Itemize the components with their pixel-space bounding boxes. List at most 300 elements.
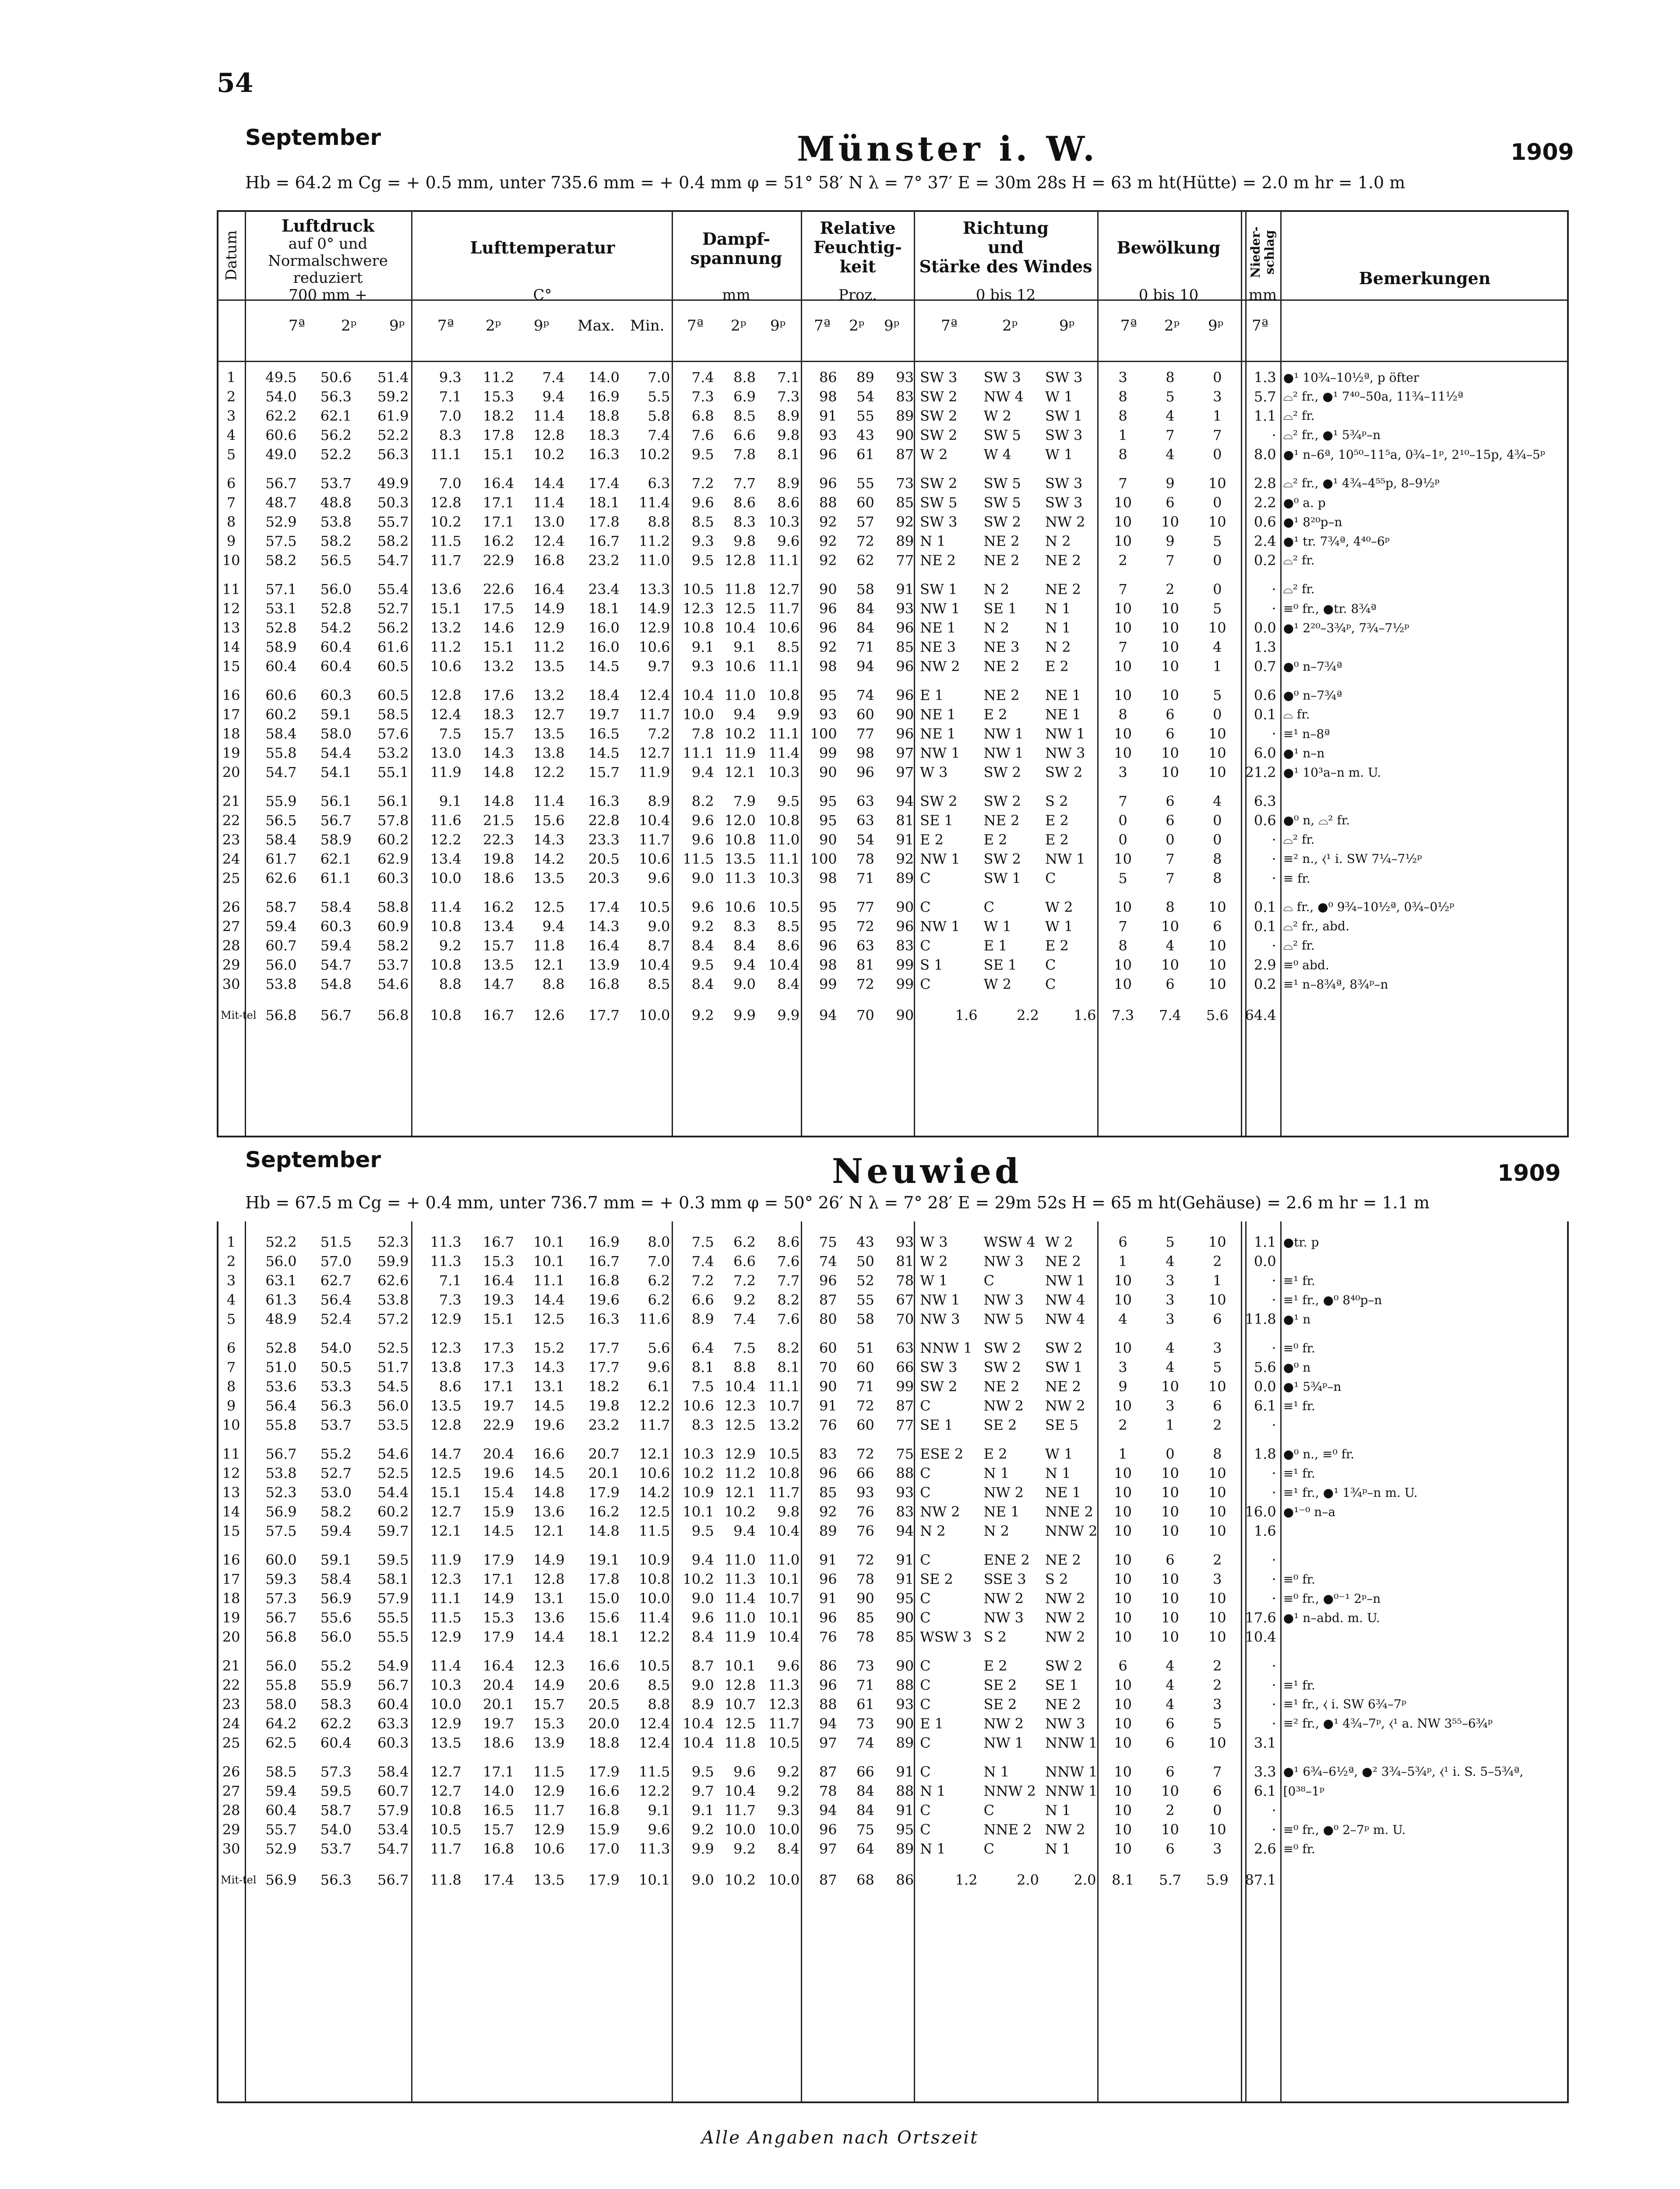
- table-cell: 57.8: [377, 812, 409, 829]
- table-cell: 11.5: [683, 851, 714, 867]
- table-row: [218, 618, 1564, 637]
- table-cell: 25: [222, 1735, 240, 1751]
- table-cell: 10.1: [683, 1503, 714, 1520]
- table-cell: ENE 2: [983, 1552, 1030, 1568]
- table-cell: 93: [856, 1484, 874, 1501]
- table-cell: NW 2: [1045, 1629, 1085, 1645]
- table-cell: 81: [896, 1253, 914, 1270]
- table-cell: NE 2: [920, 552, 956, 569]
- table-cell: 12.3: [724, 1397, 756, 1414]
- table-row: [218, 1252, 1564, 1271]
- table-cell: SE 1: [983, 957, 1017, 973]
- table-cell: 14.8: [483, 764, 514, 781]
- table-cell: 3: [1118, 1359, 1127, 1376]
- table-cell: 0: [1118, 831, 1127, 848]
- table-cell: 11.9: [430, 764, 461, 781]
- table-cell: 6: [1166, 1763, 1175, 1780]
- table-cell: SW 5: [920, 494, 958, 511]
- table-cell: C: [920, 870, 931, 887]
- table-cell: 10.6: [724, 899, 756, 915]
- table-cell: 10: [1114, 1272, 1132, 1289]
- table-cell: 96: [819, 1609, 837, 1626]
- table-cell: N 2: [920, 1523, 946, 1539]
- table-cell: 89: [896, 870, 914, 887]
- table-cell: 11.5: [639, 1523, 670, 1539]
- mean-cell: 11.8: [430, 1872, 461, 1888]
- mean-cell: 2.2: [1017, 1007, 1039, 1024]
- table-cell: 10.8: [768, 812, 800, 829]
- table-cell: NE 2: [983, 1378, 1020, 1395]
- table-cell: C: [983, 1841, 995, 1857]
- table-cell: 0: [1118, 812, 1127, 829]
- table-cell: 54.7: [377, 552, 409, 569]
- table-cell: 9.3: [691, 658, 714, 675]
- table-cell: 12.1: [724, 764, 756, 781]
- table-cell: ·: [1271, 1571, 1276, 1587]
- table-cell: 12.5: [724, 1715, 756, 1732]
- table-cell: 10: [1161, 918, 1179, 935]
- table-cell: 10.2: [683, 1465, 714, 1482]
- table-cell: 55: [856, 1292, 874, 1308]
- table-cell: 56.8: [265, 1629, 297, 1645]
- table-cell: 14.0: [588, 369, 620, 386]
- header-feucht-unit: Proz.: [838, 286, 877, 304]
- table-cell: 8.3: [691, 1417, 714, 1433]
- table-cell: 9.2: [777, 1783, 800, 1799]
- table-row: [218, 1801, 1564, 1820]
- table-cell: E 1: [920, 1715, 944, 1732]
- table-cell: 13.3: [639, 581, 670, 598]
- table-cell: 58.2: [377, 533, 409, 549]
- table-cell: 10.4: [683, 1715, 714, 1732]
- table-cell: 12.7: [533, 706, 565, 723]
- table-cell: 7.3: [691, 388, 714, 405]
- table-cell: 9.4: [691, 764, 714, 781]
- table-cell: NW 1: [1045, 1272, 1085, 1289]
- table-cell: N 2: [1045, 639, 1071, 655]
- table-cell: 58.0: [320, 725, 352, 742]
- table-cell: 12.2: [430, 831, 461, 848]
- table-cell: ≡¹ n–8¾ª, 8¾ᵖ–n: [1283, 977, 1388, 992]
- table-cell: 2.4: [1254, 533, 1276, 549]
- table-cell: 15.7: [483, 1821, 514, 1838]
- table-cell: 9.6: [648, 870, 670, 887]
- table-cell: 2: [1118, 552, 1127, 569]
- table-cell: 1: [1213, 1272, 1222, 1289]
- table-cell: 16.2: [588, 1503, 620, 1520]
- table-cell: 59.4: [265, 1783, 297, 1799]
- table-cell: 10: [1161, 514, 1179, 530]
- table-cell: NW 2: [983, 1590, 1024, 1607]
- table-cell: 22: [222, 1677, 240, 1693]
- table-cell: 55.6: [320, 1609, 352, 1626]
- mean-cell: 5.6: [1206, 1007, 1229, 1024]
- table-cell: 8.3: [733, 514, 756, 530]
- mean-cell: 87.1: [1245, 1872, 1276, 1888]
- table-cell: 20: [222, 1629, 240, 1645]
- table-cell: 15.0: [588, 1590, 620, 1607]
- table-cell: 17.3: [483, 1340, 514, 1356]
- table-cell: 9.3: [777, 1802, 800, 1819]
- table-cell: ≡¹ fr., ●⁰ 8⁴⁰p–n: [1283, 1292, 1382, 1307]
- table-cell: 6.2: [648, 1272, 670, 1289]
- table-cell: NW 2: [983, 1715, 1024, 1732]
- table-cell: 17.8: [588, 514, 620, 530]
- table-cell: 54.0: [265, 388, 297, 405]
- table-cell: 55.7: [377, 514, 409, 530]
- table-cell: 54.1: [320, 764, 352, 781]
- table-cell: 20.4: [483, 1677, 514, 1693]
- table-cell: 9.0: [691, 1677, 714, 1693]
- table-cell: ·: [1271, 1272, 1276, 1289]
- table-cell: E 2: [983, 706, 1007, 723]
- table-cell: 8.9: [691, 1311, 714, 1327]
- table-cell: 11.7: [533, 1802, 565, 1819]
- table-cell: NW 1: [983, 745, 1024, 761]
- table-cell: 56.0: [265, 1253, 297, 1270]
- table-cell: 7.6: [691, 427, 714, 443]
- table-cell: 54.4: [377, 1484, 409, 1501]
- table-cell: 17.9: [483, 1629, 514, 1645]
- table-cell: 15.1: [430, 600, 461, 617]
- table-cell: 10.2: [724, 725, 756, 742]
- table-cell: NW 2: [1045, 514, 1085, 530]
- table-cell: 16.2: [483, 899, 514, 915]
- table-cell: 10.8: [639, 1571, 670, 1587]
- table-cell: 96: [819, 619, 837, 636]
- table-cell: 7.6: [777, 1311, 800, 1327]
- page-number: 54: [217, 68, 254, 99]
- table-cell: 6.9: [733, 388, 756, 405]
- table-cell: 12.9: [724, 1446, 756, 1462]
- table-cell: 14.3: [533, 1359, 565, 1376]
- table-cell: 58.5: [265, 1763, 297, 1780]
- table-cell: 11.7: [639, 831, 670, 848]
- table-cell: 95: [819, 918, 837, 935]
- table-cell: 9.3: [691, 533, 714, 549]
- table-cell: 2: [1166, 581, 1175, 598]
- table-cell: 53.1: [265, 600, 297, 617]
- table-cell: 9: [226, 533, 236, 549]
- table-cell: 13.5: [533, 658, 565, 675]
- table-cell: 3: [1118, 764, 1127, 781]
- table-cell: 85: [896, 494, 914, 511]
- table-cell: 14.5: [588, 745, 620, 761]
- table-cell: 97: [819, 1841, 837, 1857]
- table-cell: 17.1: [483, 1571, 514, 1587]
- table-cell: 7.5: [733, 1340, 756, 1356]
- table-cell: 57.5: [265, 1523, 297, 1539]
- table-cell: 87: [819, 1763, 837, 1780]
- table-cell: NNW 1: [1045, 1783, 1098, 1799]
- table-cell: 14: [222, 1503, 240, 1520]
- table-cell: 94: [896, 793, 914, 809]
- table-cell: 8.9: [777, 408, 800, 424]
- table-cell: 88: [896, 1783, 914, 1799]
- table-cell: NE 1: [920, 619, 956, 636]
- table-cell: 6.1: [648, 1378, 670, 1395]
- table-cell: 13.2: [768, 1417, 800, 1433]
- table-cell: 27: [222, 918, 240, 935]
- table-cell: 6: [1213, 918, 1222, 935]
- table-cell: 89: [819, 1523, 837, 1539]
- header-bewoelkung: Bewölkung: [1116, 238, 1221, 257]
- table-cell: 57.9: [377, 1802, 409, 1819]
- table-cell: 23: [222, 831, 240, 848]
- table-cell: 11.4: [639, 1609, 670, 1626]
- table-cell: 74: [856, 687, 874, 704]
- table-cell: 11.1: [768, 552, 800, 569]
- table-cell: 4: [226, 427, 236, 443]
- table-cell: [1279, 1647, 1564, 1675]
- table-cell: 55.9: [265, 793, 297, 809]
- table-cell: 81: [896, 812, 914, 829]
- table-cell: [1279, 1252, 1564, 1271]
- table-cell: 88: [819, 1696, 837, 1713]
- footer-note: Alle Angaben nach Ortszeit: [701, 2128, 979, 2148]
- table-cell: C: [983, 1802, 995, 1819]
- table-cell: 10.3: [768, 870, 800, 887]
- table-cell: 10.5: [430, 1821, 461, 1838]
- table-cell: 14.7: [483, 976, 514, 992]
- table-cell: 16.0: [1245, 1503, 1276, 1520]
- table-row: [218, 551, 1564, 570]
- table-cell: 55.2: [320, 1446, 352, 1462]
- table-cell: 22.3: [483, 831, 514, 848]
- table-cell: 28: [222, 1802, 240, 1819]
- table-cell: ●¹ 10³a–n m. U.: [1283, 765, 1381, 780]
- table-cell: 86: [819, 369, 837, 386]
- table-cell: 58.1: [377, 1571, 409, 1587]
- table-cell: 0.1: [1254, 918, 1276, 935]
- table-cell: 12.4: [639, 1735, 670, 1751]
- table-cell: 63.3: [377, 1715, 409, 1732]
- table-cell: SW 5: [983, 494, 1021, 511]
- table-cell: 10: [1208, 619, 1226, 636]
- table-row: [218, 657, 1564, 676]
- table-cell: 7.2: [648, 725, 670, 742]
- table-cell: 97: [819, 1735, 837, 1751]
- table-cell: NE 2: [1045, 1378, 1081, 1395]
- table-cell: 58.2: [377, 937, 409, 954]
- table-cell: 14.5: [533, 1465, 565, 1482]
- table-cell: 7.9: [733, 793, 756, 809]
- table-cell: 20.4: [483, 1446, 514, 1462]
- table-cell: ·: [1271, 1696, 1276, 1713]
- table-row: [218, 936, 1564, 955]
- mean-cell: 1.2: [955, 1872, 978, 1888]
- table-cell: NW 3: [983, 1253, 1024, 1270]
- table-cell: ·: [1271, 831, 1276, 848]
- station-2-name: Neuwied: [832, 1151, 1022, 1191]
- table-cell: 58.7: [320, 1802, 352, 1819]
- table-cell: 17.8: [588, 1571, 620, 1587]
- table-cell: 10.8: [724, 831, 756, 848]
- table-cell: 63.1: [265, 1272, 297, 1289]
- table-cell: S 2: [983, 1629, 1007, 1645]
- table-cell: W 2: [983, 408, 1011, 424]
- table-cell: 9.9: [777, 706, 800, 723]
- table-cell: 64: [856, 1841, 874, 1857]
- table-cell: 49.9: [377, 475, 409, 492]
- table-cell: 61: [856, 446, 874, 463]
- header-dampf: Dampf- spannung: [690, 229, 782, 268]
- table-cell: 18: [222, 725, 240, 742]
- table-cell: N 1: [983, 1465, 1010, 1482]
- table-cell: 91: [896, 1802, 914, 1819]
- mean-cell: 17.7: [588, 1007, 620, 1024]
- table-cell: 54.8: [320, 976, 352, 992]
- table-cell: 1: [226, 369, 236, 386]
- table-cell: 13.4: [430, 851, 461, 867]
- table-cell: 5: [1213, 1715, 1222, 1732]
- mean-cell: 7.4: [1159, 1007, 1181, 1024]
- table-cell: 84: [856, 1802, 874, 1819]
- table-cell: NE 2: [1045, 1253, 1081, 1270]
- table-cell: 58: [856, 581, 874, 598]
- table-cell: 96: [819, 1465, 837, 1482]
- table-cell: 60.4: [265, 658, 297, 675]
- table-cell: 12.3: [533, 1658, 565, 1674]
- table-cell: 57.1: [265, 581, 297, 598]
- table-cell: NW 1: [920, 918, 960, 935]
- table-cell: 84: [856, 619, 874, 636]
- table-cell: 11.7: [639, 706, 670, 723]
- table-cell: N 1: [920, 1841, 946, 1857]
- table-cell: 71: [856, 1677, 874, 1693]
- table-cell: 53.6: [265, 1378, 297, 1395]
- table-cell: 17.3: [483, 1359, 514, 1376]
- table-cell: 15.9: [483, 1503, 514, 1520]
- table-cell: ·: [1271, 427, 1276, 443]
- table-cell: 85: [856, 1609, 874, 1626]
- table-cell: 11.0: [724, 1552, 756, 1568]
- table-cell: 10: [1208, 1234, 1226, 1250]
- table-row: [218, 1358, 1564, 1377]
- mean-cell: 13.5: [533, 1872, 565, 1888]
- table-cell: 94: [819, 1802, 837, 1819]
- table-cell: 10.7: [768, 1590, 800, 1607]
- table-cell: 10.3: [683, 1446, 714, 1462]
- table-cell: 0.2: [1254, 552, 1276, 569]
- table-cell: 21: [222, 793, 240, 809]
- table-cell: E 1: [983, 937, 1007, 954]
- mean-cell: 2.0: [1074, 1872, 1096, 1888]
- table-cell: 5.8: [648, 408, 670, 424]
- table-cell: 20.5: [588, 1696, 620, 1713]
- table-cell: 17: [222, 1571, 240, 1587]
- table-cell: 12.8: [430, 1417, 461, 1433]
- table-cell: 9.4: [733, 706, 756, 723]
- table-cell: 8.3: [733, 918, 756, 935]
- table-cell: 10: [1114, 1763, 1132, 1780]
- table-cell: N 1: [1045, 619, 1071, 636]
- table-cell: 7.0: [648, 1253, 670, 1270]
- table-cell: 61.3: [265, 1292, 297, 1308]
- table-cell: 71: [856, 639, 874, 655]
- table-cell: 19.8: [483, 851, 514, 867]
- table-cell: NE 2: [983, 658, 1020, 675]
- table-cell: 11.2: [430, 639, 461, 655]
- table-cell: 61.6: [377, 639, 409, 655]
- table-cell: 63: [896, 1340, 914, 1356]
- table-cell: 1: [1166, 1417, 1175, 1433]
- table-cell: 9.4: [542, 388, 565, 405]
- table-cell: 20.7: [588, 1446, 620, 1462]
- table-cell: 61.7: [265, 851, 297, 867]
- table-cell: 96: [896, 687, 914, 704]
- table-cell: 3: [1213, 1571, 1222, 1587]
- table-row: [218, 724, 1564, 743]
- mean-cell: 9.2: [691, 1007, 714, 1024]
- table-cell: 13: [222, 1484, 240, 1501]
- table-cell: 10.0: [430, 870, 461, 887]
- table-cell: 61.1: [320, 870, 352, 887]
- table-cell: 5: [1213, 600, 1222, 617]
- table-cell: 16.5: [483, 1802, 514, 1819]
- table-cell: 16.9: [588, 1234, 620, 1250]
- table-cell: 19.3: [483, 1292, 514, 1308]
- table-cell: 4: [1166, 1340, 1175, 1356]
- table-cell: 9.6: [691, 812, 714, 829]
- table-cell: 56.0: [320, 1629, 352, 1645]
- station-2-year: 1909: [1497, 1160, 1561, 1186]
- table-cell: 4: [226, 1292, 236, 1308]
- table-cell: SW 3: [1045, 494, 1083, 511]
- table-cell: 20.5: [588, 851, 620, 867]
- table-cell: 8.0: [648, 1234, 670, 1250]
- table-cell: 8.4: [691, 937, 714, 954]
- table-cell: 17.1: [483, 1378, 514, 1395]
- table-cell: 10: [1114, 1465, 1132, 1482]
- table-cell: 9.1: [691, 639, 714, 655]
- table-cell: 8.3: [439, 427, 461, 443]
- table-cell: 10: [1208, 745, 1226, 761]
- table-cell: 11.4: [430, 1658, 461, 1674]
- table-cell: 10: [1114, 1523, 1132, 1539]
- table-cell: ≡⁰ fr.: [1283, 1841, 1315, 1856]
- table-cell: 7.4: [648, 427, 670, 443]
- table-cell: 72: [856, 1446, 874, 1462]
- table-cell: SE 2: [983, 1417, 1017, 1433]
- table-cell: 2: [1213, 1417, 1222, 1433]
- table-cell: 10: [1208, 976, 1226, 992]
- mean-cell: 56.7: [320, 1007, 352, 1024]
- table-cell: 19: [222, 745, 240, 761]
- table-cell: 10.6: [683, 1397, 714, 1414]
- table-cell: 9.5: [691, 446, 714, 463]
- table-cell: W 2: [920, 446, 948, 463]
- table-cell: 12.1: [533, 1523, 565, 1539]
- table-row: [218, 888, 1564, 917]
- table-cell: 56.5: [320, 552, 352, 569]
- table-cell: 52.3: [265, 1484, 297, 1501]
- table-cell: ·: [1271, 725, 1276, 742]
- table-row: [218, 1627, 1564, 1647]
- table-cell: 10.8: [430, 957, 461, 973]
- table-cell: NE 3: [920, 639, 956, 655]
- table-cell: 58.2: [320, 533, 352, 549]
- table-cell: S 1: [920, 957, 943, 973]
- table-cell: 8.6: [439, 1378, 461, 1395]
- table-cell: 54.7: [265, 764, 297, 781]
- table-cell: 87: [896, 446, 914, 463]
- table-cell: ●¹ 8²⁰p–n: [1283, 514, 1342, 529]
- table-cell: 56.0: [377, 1397, 409, 1414]
- table-cell: 9.5: [691, 1523, 714, 1539]
- table-cell: 56.3: [320, 388, 352, 405]
- table-cell: N 2: [1045, 533, 1071, 549]
